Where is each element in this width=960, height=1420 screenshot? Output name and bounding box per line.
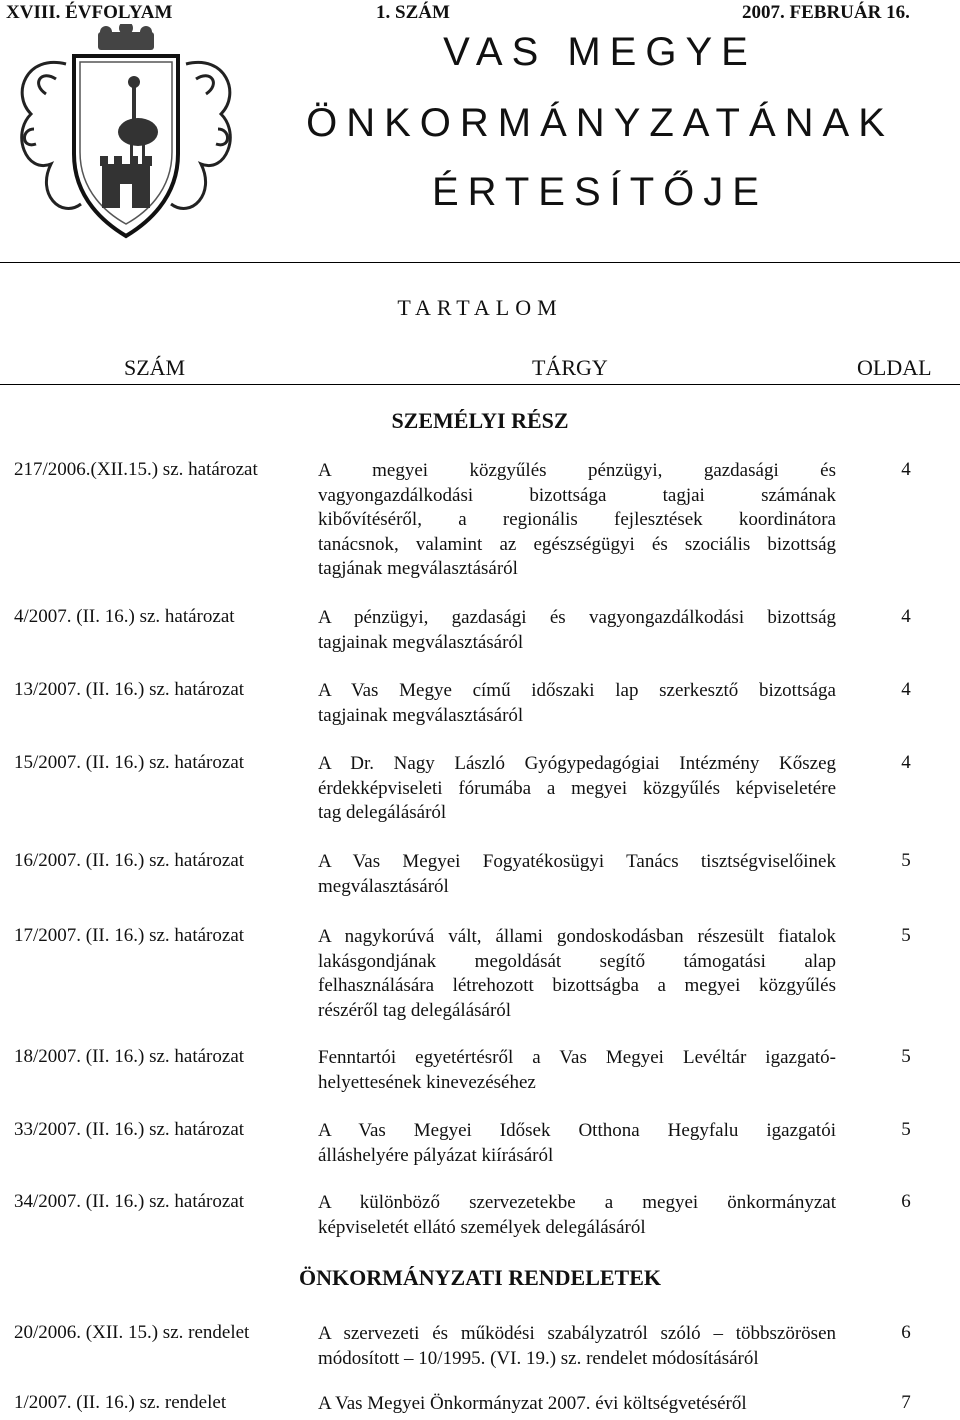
entry-number: 16/2007. (II. 16.) sz. határozat <box>14 850 245 871</box>
column-number-header: SZÁM <box>124 355 186 380</box>
entry-number: 13/2007. (II. 16.) sz. határozat <box>14 679 245 700</box>
entry-subject: A nagykorúvá vált, állami gondoskodásban részesült fiatalok lakásgondjának megoldását segítő támogatási alap felhasználására létrehozott bizottságba a megyei közgyűlés részéről tag delegálásáról <box>318 926 836 1021</box>
entry-subject: A szervezeti és működési szabályzatról szóló – többszörösen módosított – 10/1995. (VI. 19.) sz. rendelet módosításáról <box>318 1323 836 1369</box>
entry-number: 15/2007. (II. 16.) sz. határozat <box>14 752 245 773</box>
entry-subject: A Vas Megyei Idősek Otthona Hegyfalu igazgatói álláshelyére pályázat kiírásáról <box>318 1120 836 1166</box>
column-header-rule <box>0 384 960 385</box>
entry-number: 4/2007. (II. 16.) sz. határozat <box>14 606 235 627</box>
date-label: 2007. FEBRUÁR 16. <box>742 2 910 23</box>
entry-subject: A Dr. Nagy László Gyógypedagógiai Intézmény Kőszeg érdekképviseleti fórumába a megyei közgyűlés képviseletére tag delegálásáról <box>318 753 836 823</box>
entry-page: 5 <box>901 850 911 871</box>
entry-subject: A különböző szervezetekbe a megyei önkormányzat képviseletét ellátó személyek delegálásáról <box>318 1192 836 1238</box>
entry-subject: Fenntartói egyetértésről a Vas Megyei Levéltár igazgató- helyettesének kinevezéséhez <box>318 1047 836 1093</box>
entry-number: 18/2007. (II. 16.) sz. határozat <box>14 1046 245 1067</box>
title-line-3: ÉRTESÍTŐJE <box>432 170 768 214</box>
entry-page: 4 <box>901 606 911 627</box>
header-rule <box>0 262 960 263</box>
issue-label: 1. SZÁM <box>376 2 450 23</box>
entry-number: 17/2007. (II. 16.) sz. határozat <box>14 925 245 946</box>
column-page-header: OLDAL <box>857 355 932 380</box>
entry-number: 34/2007. (II. 16.) sz. határozat <box>14 1191 245 1212</box>
entry-number: 217/2006.(XII.15.) sz. határozat <box>14 459 258 480</box>
entry-page: 5 <box>901 1119 911 1140</box>
entry-subject: A Vas Megye című időszaki lap szerkesztő bizottsága tagjainak megválasztásáról <box>318 680 836 726</box>
title-line-2: ÖNKORMÁNYZATÁNAK <box>306 101 894 145</box>
entry-page: 5 <box>901 925 911 946</box>
entry-subject: A pénzügyi, gazdasági és vagyongazdálkodási bizottság tagjainak megválasztásáról <box>318 607 836 653</box>
column-subject-header: TÁRGY <box>532 355 608 380</box>
entry-page: 4 <box>901 752 911 773</box>
entry-subject: A megyei közgyűlés pénzügyi, gazdasági és vagyongazdálkodási bizottsága tagjai számának kibővítéséről, a regionális fejlesztések koordinátora tanácsnok, valamint az egészségügyi és szociális bizottság tagjának megválasztásáról <box>318 460 836 579</box>
entry-subject: A Vas Megyei Fogyatékosügyi Tanács tisztségviselőinek megválasztásáról <box>318 851 836 897</box>
entry-page: 4 <box>901 679 911 700</box>
title-line-1: VAS MEGYE <box>443 30 757 74</box>
entry-page: 6 <box>901 1322 911 1343</box>
entry-subject: A Vas Megyei Önkormányzat 2007. évi költségvetéséről <box>318 1393 747 1414</box>
toc-heading: TARTALOM <box>397 295 563 320</box>
entry-page: 5 <box>901 1046 911 1067</box>
entry-number: 1/2007. (II. 16.) sz. rendelet <box>14 1392 227 1413</box>
entry-number: 20/2006. (XII. 15.) sz. rendelet <box>14 1322 250 1343</box>
entry-number: 33/2007. (II. 16.) sz. határozat <box>14 1119 245 1140</box>
entry-page: 6 <box>901 1191 911 1212</box>
section-title: SZEMÉLYI RÉSZ <box>391 408 569 433</box>
volume-label: XVIII. ÉVFOLYAM <box>6 2 173 23</box>
entry-page: 4 <box>901 459 911 480</box>
county-coat-of-arms-icon <box>6 24 246 246</box>
entry-page: 7 <box>901 1392 911 1413</box>
section-title: ÖNKORMÁNYZATI RENDELETEK <box>298 1265 662 1290</box>
